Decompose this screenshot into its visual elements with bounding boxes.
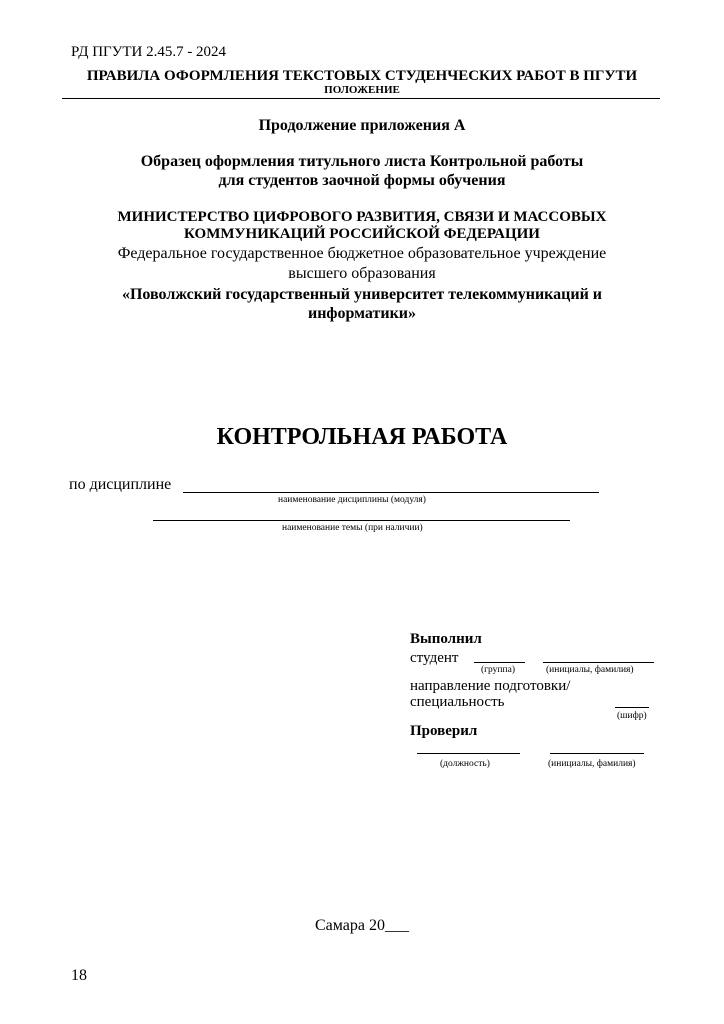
code-hint: (шифр) — [617, 711, 647, 721]
university-line2: информатики» — [307, 305, 417, 322]
appendix-continuation: Продолжение приложения А — [258, 117, 466, 134]
performed-heading: Выполнил — [410, 631, 482, 647]
sample-caption-line2: для студентов заочной формы обучения — [218, 172, 506, 189]
code-underline[interactable] — [615, 707, 649, 708]
document-subtitle: ПОЛОЖЕНИЕ — [324, 84, 400, 96]
ministry-line2: КОММУНИКАЦИЙ РОССИЙСКОЙ ФЕДЕРАЦИИ — [184, 226, 540, 242]
student-label: студент — [410, 650, 459, 666]
ministry-line1: МИНИСТЕРСТВО ЦИФРОВОГО РАЗВИТИЯ, СВЯЗИ И МАССОВЫХ — [117, 209, 607, 225]
discipline-hint: наименование дисциплины (модуля) — [278, 495, 426, 505]
discipline-label: по дисциплине — [69, 476, 172, 493]
group-underline[interactable] — [474, 662, 525, 663]
topic-hint: наименование темы (при наличии) — [282, 523, 423, 533]
direction-line2: специальность — [410, 694, 505, 710]
student-name-hint: (инициалы, фамилия) — [546, 665, 634, 675]
institution-line2: высшего образования — [288, 265, 436, 282]
position-underline[interactable] — [417, 753, 520, 754]
institution-line1: Федеральное государственное бюджетное образовательное учреждение — [117, 245, 607, 262]
group-hint: (группа) — [481, 665, 515, 675]
checker-name-hint: (инициалы, фамилия) — [548, 759, 636, 769]
document-title: ПРАВИЛА ОФОРМЛЕНИЯ ТЕКСТОВЫХ СТУДЕНЧЕСКИХ РАБОТ В ПГУТИ — [86, 68, 638, 84]
topic-underline[interactable] — [153, 520, 570, 521]
city-year: Самара 20___ — [315, 917, 409, 934]
page-number: 18 — [71, 967, 87, 984]
header-rule — [62, 98, 660, 99]
university-line1: «Поволжский государственный университет телекоммуникаций и — [121, 286, 603, 303]
student-name-underline[interactable] — [543, 662, 654, 663]
direction-line1: направление подготовки/ — [410, 678, 571, 694]
position-hint: (должность) — [440, 759, 490, 769]
checked-heading: Проверил — [410, 723, 478, 739]
document-code: РД ПГУТИ 2.45.7 - 2024 — [71, 44, 227, 60]
work-title: КОНТРОЛЬНАЯ РАБОТА — [216, 424, 508, 450]
sample-caption-line1: Образец оформления титульного листа Контрольной работы — [140, 153, 584, 170]
discipline-underline[interactable] — [183, 492, 599, 493]
checker-name-underline[interactable] — [550, 753, 644, 754]
